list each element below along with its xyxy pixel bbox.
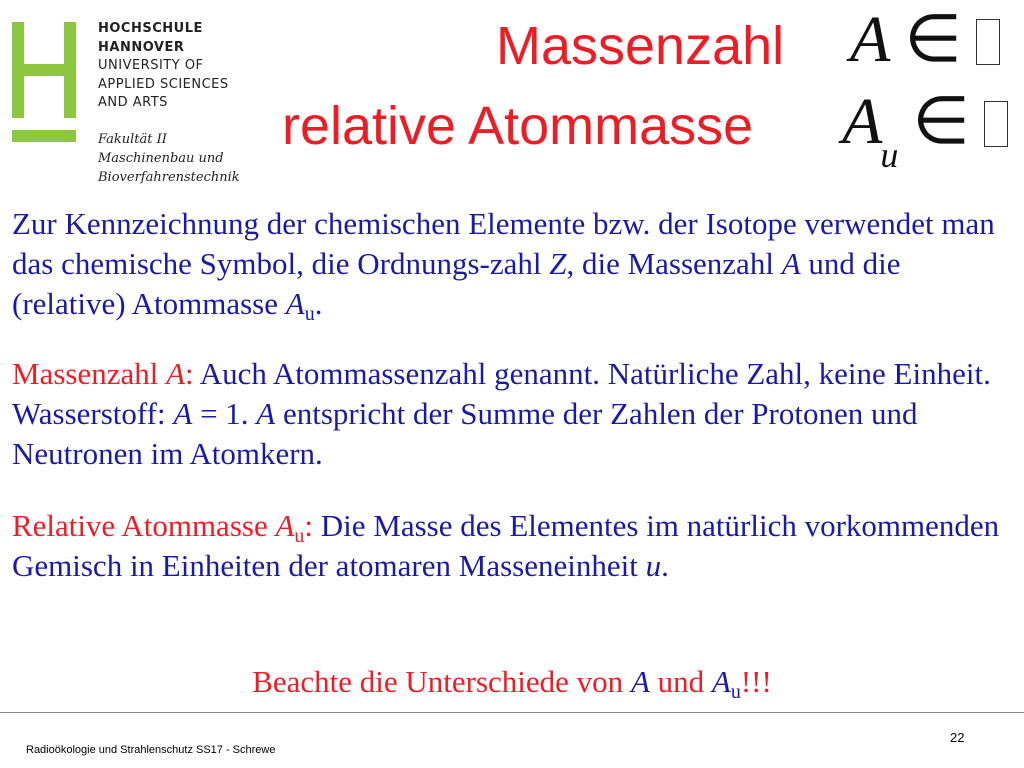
note-line <box>0 662 1024 702</box>
faculty-name <box>98 130 240 187</box>
logo-line-3: UNIVERSITY OF <box>98 58 204 73</box>
university-logo-icon <box>12 22 76 150</box>
text: entspricht der Summe der Zahlen der Protonen und Neutronen im Atomkern. <box>12 396 918 471</box>
text: und <box>649 664 712 699</box>
symbol-a: A <box>711 664 731 699</box>
missing-glyph-box <box>984 101 1008 147</box>
subscript-u: u <box>304 303 315 325</box>
text: Die Masse des Elementes im natürlich vorkommenden Gemisch in Einheiten der atomaren Masseneinheit <box>12 508 1000 583</box>
symbol-a: A <box>285 286 305 321</box>
logo-line-2: HANNOVER <box>98 39 185 55</box>
page-number: 22 <box>950 730 965 745</box>
university-name <box>98 20 229 113</box>
symbol-a: A <box>781 246 801 281</box>
text: Beachte die Unterschiede von <box>252 664 631 699</box>
symbol-u: u <box>645 548 662 583</box>
formula-subscript: u <box>880 135 899 175</box>
element-of-symbol: ∈ <box>904 3 962 76</box>
subscript-u: u <box>730 681 741 703</box>
title-line-1: Massenzahl <box>496 16 785 76</box>
footer-text: Radioökologie und Strahlenschutz SS17 - Schrewe <box>26 744 276 756</box>
term-label: Relative Atommasse <box>12 508 276 543</box>
symbol-a: A <box>173 396 193 431</box>
text: : <box>185 356 194 391</box>
formula-atommasse <box>842 85 1008 175</box>
symbol-a: A <box>256 396 276 431</box>
subscript-u: u <box>294 525 305 547</box>
text: Zur Kennzeichnung der chemischen Elemente bzw. der Isotope verwendet man das chemische Symbol, die Ordnungs-zahl <box>12 206 995 281</box>
symbol-a: A <box>275 508 295 543</box>
logo-line-1: HOCHSCHULE <box>98 21 203 36</box>
footer-divider <box>0 712 1024 713</box>
text: = 1. <box>192 396 257 431</box>
text: !!! <box>740 664 772 699</box>
paragraph-atommasse <box>12 506 1012 586</box>
text: : <box>304 508 314 543</box>
paragraph-intro <box>12 204 1012 324</box>
faculty-line-1: Fakultät II <box>98 132 167 147</box>
symbol-z: Z <box>549 246 567 281</box>
logo-line-5: AND ARTS <box>98 95 168 110</box>
text: Auch Atommassenzahl genannt. Natürliche Zahl, keine Einheit. Wasserstoff: <box>12 356 991 431</box>
paragraph-massenzahl <box>12 354 1012 474</box>
element-of-symbol: ∈ <box>912 85 970 158</box>
text: , die Massenzahl <box>566 246 782 281</box>
text: . <box>661 548 669 583</box>
term-label: Massenzahl <box>12 356 167 391</box>
title-line-2: relative Atommasse <box>282 96 754 156</box>
text: . <box>314 286 323 321</box>
formula-massenzahl <box>850 4 1000 76</box>
faculty-line-2: Maschinenbau und <box>98 151 224 166</box>
formula-symbol: A <box>850 3 891 76</box>
symbol-a: A <box>166 356 186 391</box>
text: und die (relative) Atommasse <box>12 246 901 321</box>
missing-glyph-box <box>976 19 1000 65</box>
faculty-line-3: Bioverfahrenstechnik <box>98 170 240 185</box>
symbol-a: A <box>630 664 650 699</box>
formula-symbol: A <box>842 85 883 158</box>
logo-line-4: APPLIED SCIENCES <box>98 76 229 92</box>
